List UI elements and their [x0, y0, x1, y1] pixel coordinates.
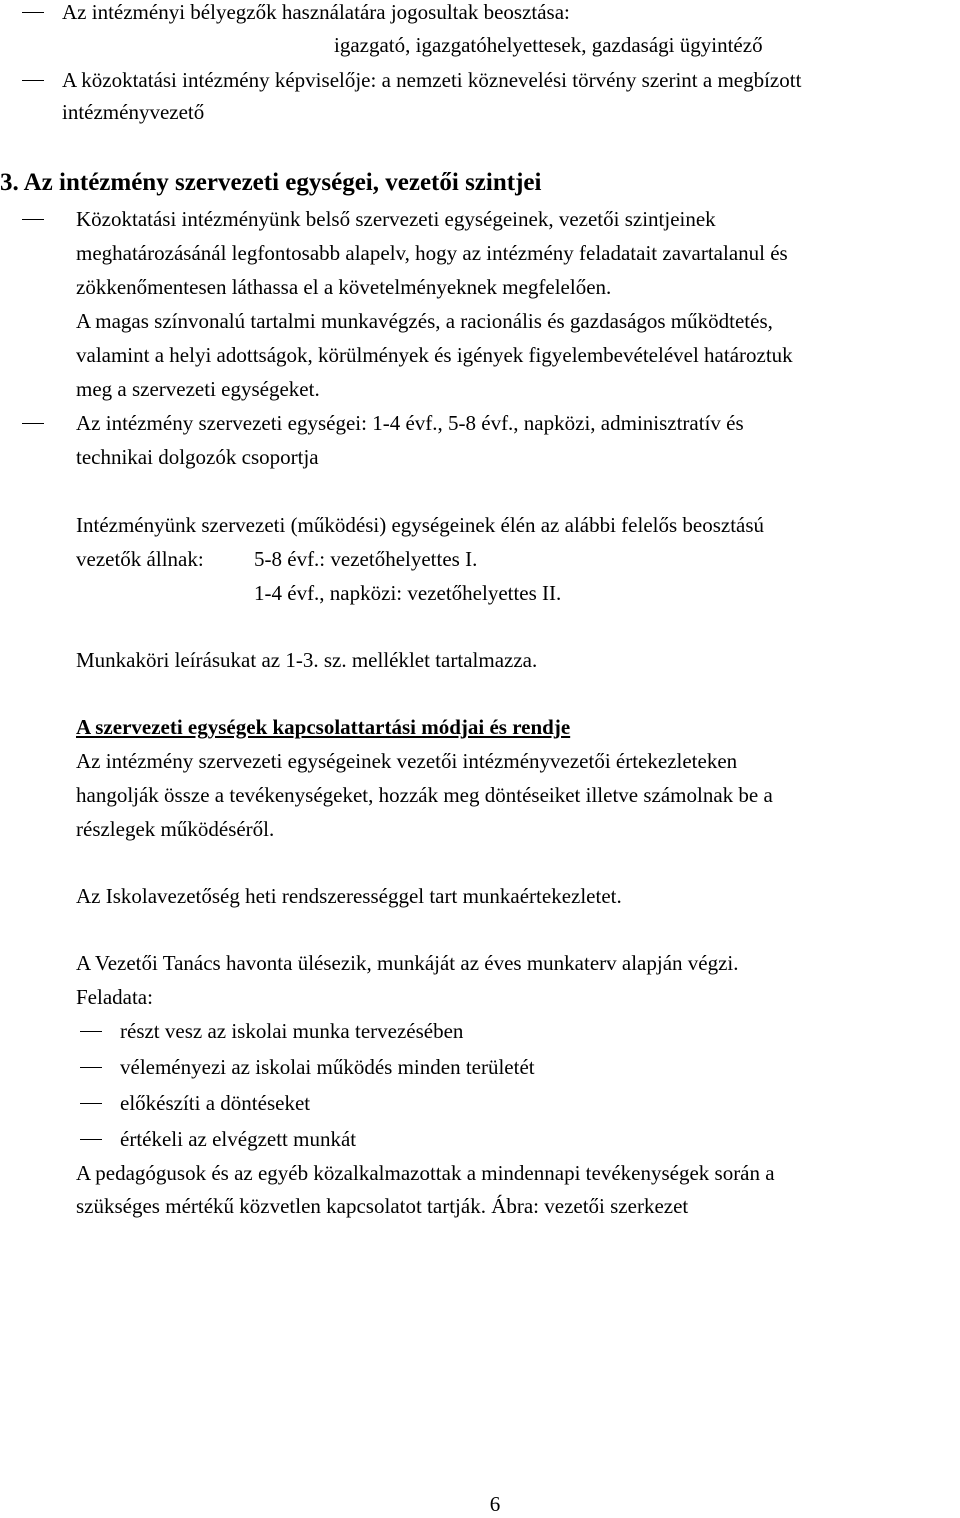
task-item: értékeli az elvégzett munkát — [120, 1127, 357, 1151]
paragraph-line: meghatározásánál legfontosabb alapelv, hogy az intézmény feladatait zavartalanul és — [76, 241, 788, 265]
paragraph-line: A Vezetői Tanács havonta ülésezik, munkáját az éves munkaterv alapján végzi. — [76, 951, 739, 975]
representative-text-line2: intézményvezető — [62, 100, 205, 124]
paragraph-line: szükséges mértékű közvetlen kapcsolatot tartják. Ábra: vezetői szerkezet — [76, 1194, 689, 1218]
paragraph-line: Az intézmény szervezeti egységeinek vezetői intézményvezetői értekezleteken — [76, 749, 738, 773]
paragraph-line: részlegek működéséről. — [76, 817, 275, 841]
task-item: részt vesz az iskolai munka tervezésében — [120, 1019, 464, 1043]
paragraph-line: technikai dolgozók csoportja — [76, 445, 319, 469]
task-item: véleményezi az iskolai működés minden területét — [120, 1055, 535, 1079]
paragraph-line: Az intézmény szervezeti egységei: 1-4 évf., 5-8 évf., napközi, adminisztratív és — [76, 411, 744, 435]
bullet-dash — [80, 1139, 102, 1140]
task-item: előkészíti a döntéseket — [120, 1091, 311, 1115]
stamp-authorized-text: Az intézményi bélyegzők használatára jogosultak beosztása: — [62, 0, 570, 24]
bullet-dash — [80, 1031, 102, 1032]
page-number: 6 — [489, 1492, 501, 1516]
job-description-note: Munkaköri leírásukat az 1-3. sz. melléklet tartalmazza. — [76, 648, 538, 672]
bullet-dash — [80, 1103, 102, 1104]
bullet-dash — [22, 219, 44, 220]
bullet-dash — [22, 12, 44, 13]
paragraph-line: valamint a helyi adottságok, körülmények és igények figyelembevételével határoztuk — [76, 343, 793, 367]
paragraph-line: zökkenőmentesen láthassa el a követelményeknek megfelelően. — [76, 275, 612, 299]
bullet-dash — [22, 80, 44, 81]
paragraph-line: A magas színvonalú tartalmi munkavégzés, a racionális és gazdaságos működtetés, — [76, 309, 773, 333]
paragraph-line: A pedagógusok és az egyéb közalkalmazottak a mindennapi tevékenységek során a — [76, 1161, 775, 1185]
representative-text-line1: A közoktatási intézmény képviselője: a nemzeti köznevelési törvény szerint a megbízott — [62, 68, 802, 92]
paragraph-line: Intézményünk szervezeti (működési) egységeinek élén az alábbi felelős beosztású — [76, 513, 765, 537]
bullet-dash — [80, 1067, 102, 1068]
tasks-label: Feladata: — [76, 985, 153, 1009]
paragraph-line: Közoktatási intézményünk belső szervezeti egységeinek, vezetői szintjeinek — [76, 207, 716, 231]
paragraph-line: hangolják össze a tevékenységeket, hozzák meg döntéseiket illetve számolnak be a — [76, 783, 773, 807]
paragraph-line: Az Iskolavezetőség heti rendszerességgel tart munkaértekezletet. — [76, 884, 622, 908]
subsection-heading: A szervezeti egységek kapcsolattartási módjai és rendje — [76, 715, 571, 739]
leader-item: 5-8 évf.: vezetőhelyettes I. — [254, 547, 478, 571]
section-heading: 3. Az intézmény szervezeti egységei, vezetői szintjei — [0, 169, 542, 196]
bullet-dash — [22, 423, 44, 424]
leader-item: 1-4 évf., napközi: vezetőhelyettes II. — [254, 581, 562, 605]
leaders-label: vezetők állnak: — [76, 547, 204, 571]
stamp-authorized-roles: igazgató, igazgatóhelyettesek, gazdasági ügyintéző — [334, 33, 763, 57]
paragraph-line: meg a szervezeti egységeket. — [76, 377, 320, 401]
